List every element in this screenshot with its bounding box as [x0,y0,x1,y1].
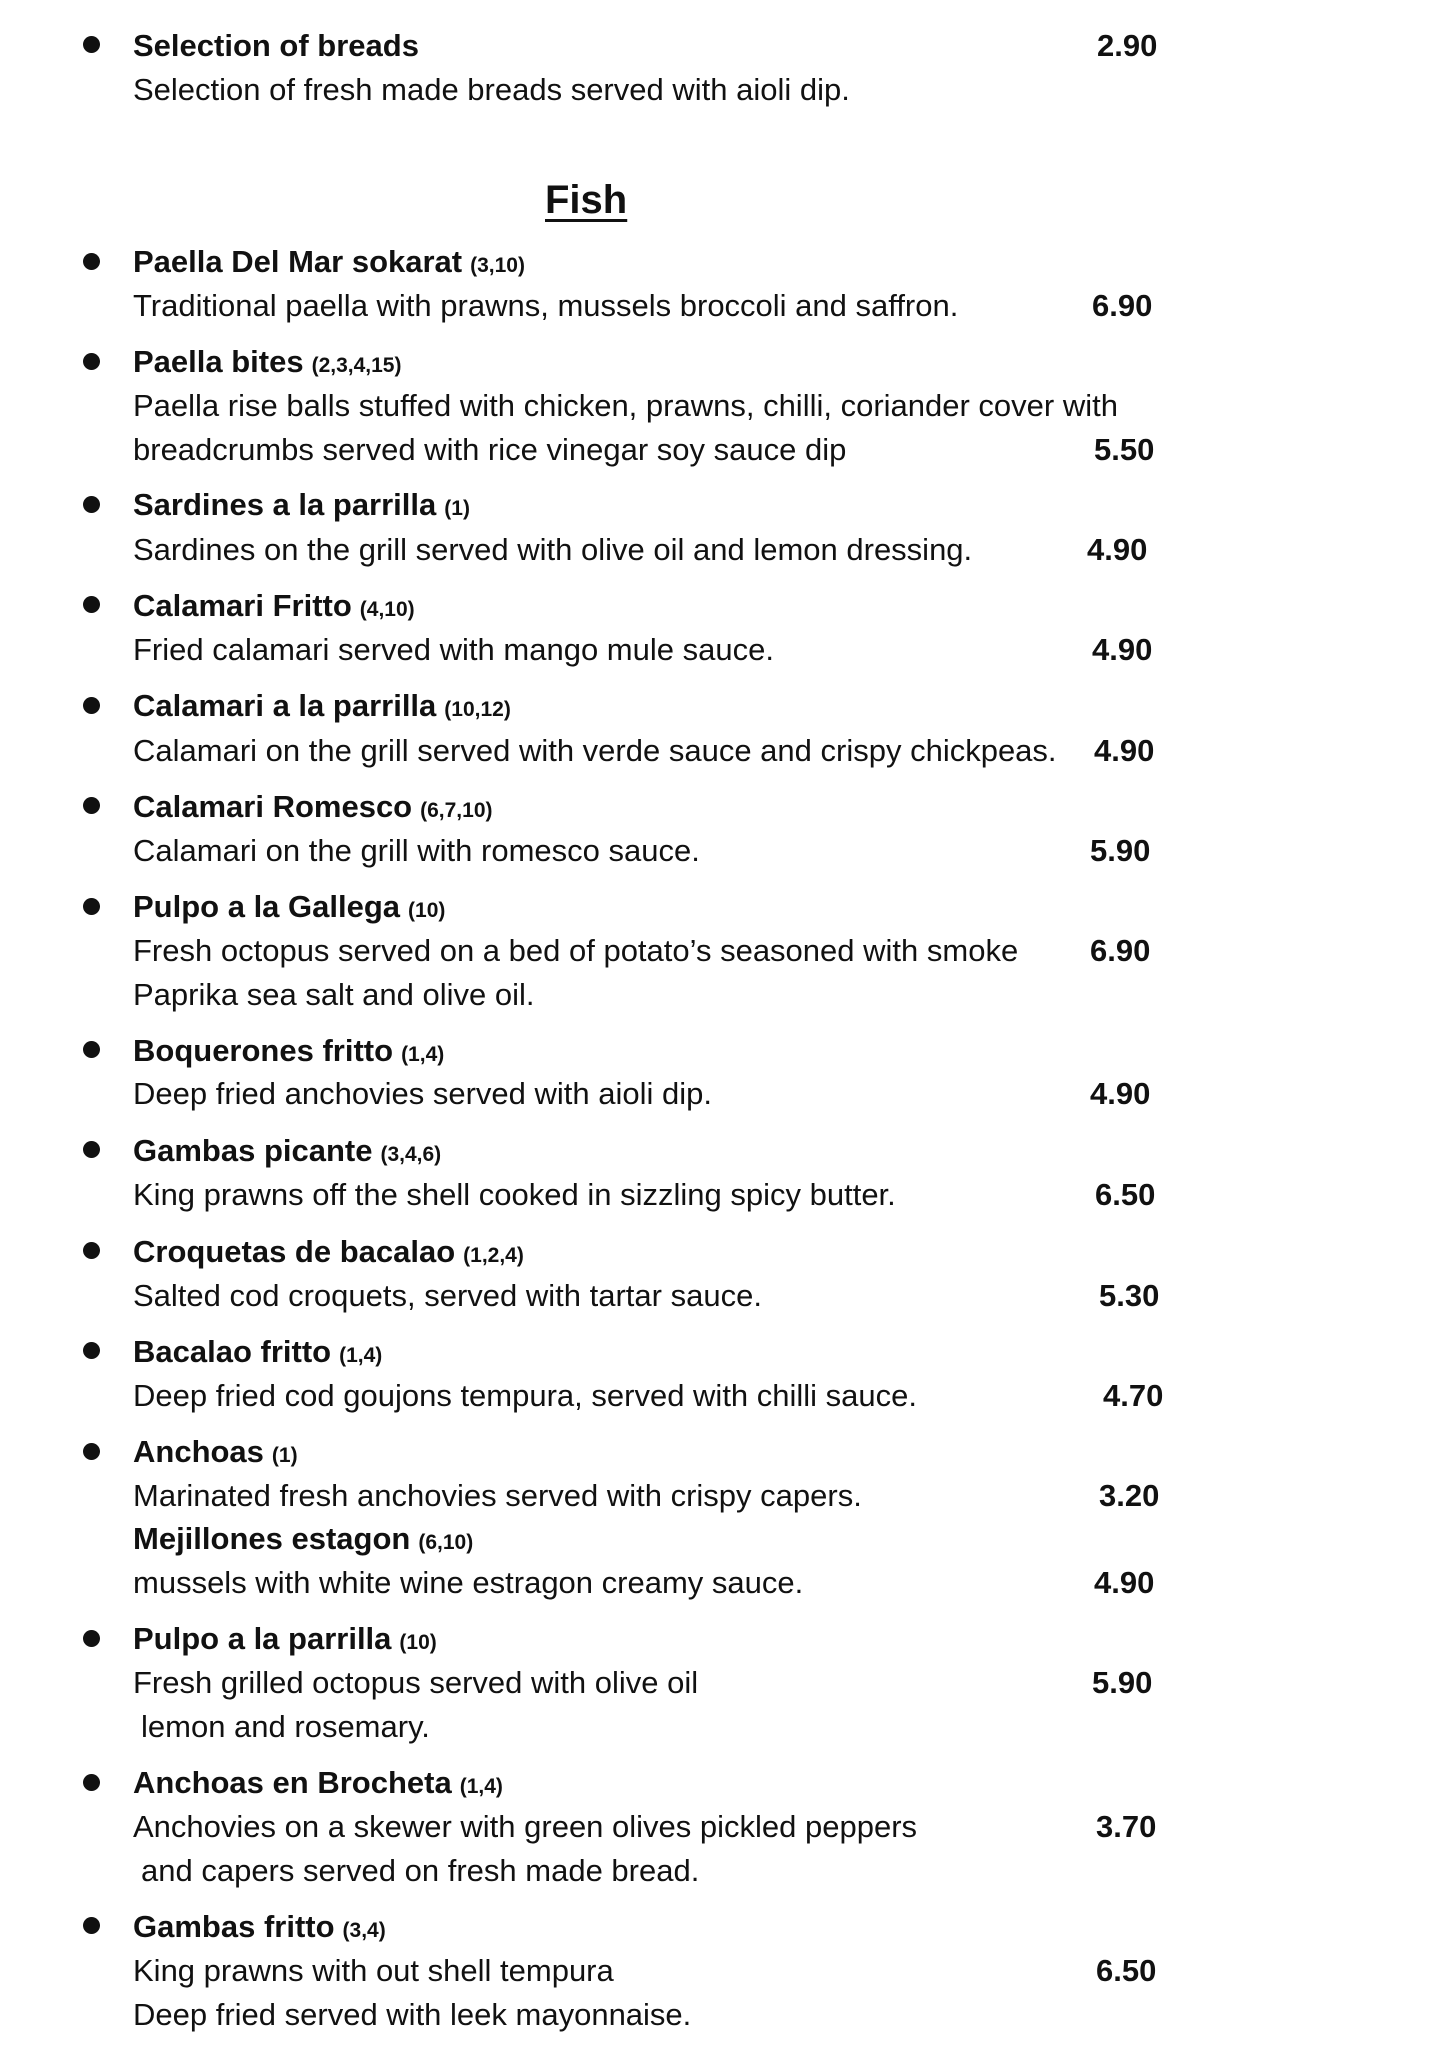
item-name [133,588,415,628]
item-description-line2: lemon and rosemary. [141,1709,430,1744]
item-name-text: Anchoas en Brocheta [133,1765,452,1800]
item-description: Fried calamari served with mango mule sauce. [133,632,774,667]
item-price: 5.90 [1090,833,1151,868]
item-description: King prawns with out shell tempura [133,1953,614,1988]
bullet [83,253,100,270]
allergen-codes: (1) [271,1444,298,1467]
item-description: Calamari on the grill served with verde sauce and crispy chickpeas. [133,733,1057,768]
item-name-text: Bacalao fritto [133,1334,332,1369]
allergen-codes: (6,10) [418,1531,474,1554]
item-name-text: Pulpo a la parrilla [133,1621,392,1656]
item-price: 4.90 [1094,1565,1155,1600]
item-name [133,344,401,384]
item-description: Anchovies on a skewer with green olives pickled peppers [133,1809,918,1844]
allergen-codes: (1,4) [339,1344,383,1367]
bullet [83,353,100,370]
item-name [133,688,511,728]
bullet [83,1630,100,1647]
allergen-codes: (10) [408,899,446,922]
item-price: 5.90 [1092,1665,1153,1700]
item-price: 4.70 [1103,1378,1164,1413]
item-name [133,1521,473,1561]
item-description-line2: and capers served on fresh made bread. [141,1853,700,1888]
bullet [83,797,100,814]
item-name-text: Anchoas [133,1434,264,1469]
item-description: Deep fried cod goujons tempura, served with chilli sauce. [133,1378,918,1413]
item-price: 4.90 [1090,1076,1151,1111]
item-description-line2: breadcrumbs served with rice vinegar soy sauce dip [133,432,847,467]
item-name-text: Calamari Romesco [133,789,413,824]
item-name-text: Gambas fritto [133,1909,335,1944]
allergen-codes: (3,10) [470,254,525,277]
item-name-text: Paella bites [133,344,304,379]
item-name-text: Paella Del Mar sokarat [133,244,463,279]
item-description: Traditional paella with prawns, mussels broccoli and saffron. [133,288,959,323]
allergen-codes: (4,10) [359,598,415,621]
allergen-codes: (1,2,4) [463,1244,524,1267]
item-price: 6.50 [1095,1177,1156,1212]
bullet [83,496,100,513]
item-name-text: Calamari a la parrilla [133,688,437,723]
item-price: 5.50 [1094,432,1155,467]
item-name [133,487,470,527]
item-name-text: Croquetas de bacalao [133,1234,456,1269]
allergen-codes: (10) [399,1631,437,1654]
bullet [83,1242,100,1259]
item-price: 6.90 [1090,933,1151,968]
section-title: Fish [545,178,628,222]
item-description-line2: Deep fried served with leek mayonnaise. [133,1997,692,2032]
item-description: Calamari on the grill with romesco sauce. [133,833,700,868]
item-name [133,1133,441,1173]
item-name: Selection of breads [133,28,419,63]
item-description: Salted cod croquets, served with tartar sauce. [133,1278,762,1313]
allergen-codes: (10,12) [444,698,511,721]
item-name [133,1334,382,1374]
item-name [133,244,525,284]
item-name [133,1909,386,1949]
item-description: mussels with white wine estragon creamy sauce. [133,1565,804,1600]
item-name-text: Mejillones estagon [133,1521,411,1556]
item-description: King prawns off the shell cooked in sizzling spicy butter. [133,1177,896,1212]
bullet [83,1774,100,1791]
item-description: Fresh octopus served on a bed of potato’s seasoned with smoke [133,933,1019,968]
allergen-codes: (1,4) [401,1043,445,1066]
item-name-text: Pulpo a la Gallega [133,889,401,924]
allergen-codes: (3,4) [342,1919,386,1942]
bullet [83,596,100,613]
item-price: 3.70 [1096,1809,1157,1844]
item-price: 4.90 [1094,733,1155,768]
item-name-text: Boquerones fritto [133,1033,394,1068]
item-description: Paella rise balls stuffed with chicken, prawns, chilli, coriander cover with [133,388,1118,423]
allergen-codes: (2,3,4,15) [311,354,402,377]
item-description-line2: Paprika sea salt and olive oil. [133,977,535,1012]
allergen-codes: (3,4,6) [380,1143,442,1166]
item-price: 4.90 [1087,532,1148,567]
bullet [83,1141,100,1158]
item-description: Marinated fresh anchovies served with crispy capers. [133,1478,862,1513]
allergen-codes: (1,4) [459,1775,503,1798]
item-description: Fresh grilled octopus served with olive oil [133,1665,699,1700]
item-description: Sardines on the grill served with olive oil and lemon dressing. [133,532,973,567]
bullet [83,36,100,53]
item-name [133,1033,444,1073]
item-description: Selection of fresh made breads served with aioli dip. [133,72,850,107]
bullet [83,697,100,714]
item-price: 3.20 [1099,1478,1160,1513]
item-name-text: Gambas picante [133,1133,373,1168]
item-name [133,1765,503,1805]
bullet [83,898,100,915]
bullet [83,1443,100,1460]
item-price: 4.90 [1092,632,1153,667]
bullet [83,1041,100,1058]
item-name [133,1434,298,1474]
bullet [83,1917,100,1934]
item-price: 2.90 [1097,28,1158,63]
item-price: 6.90 [1092,288,1153,323]
allergen-codes: (6,7,10) [420,799,493,822]
item-name [133,889,445,929]
item-price: 5.30 [1099,1278,1160,1313]
item-name-text: Sardines a la parrilla [133,487,437,522]
item-name-text: Calamari Fritto [133,588,352,623]
item-price: 6.50 [1096,1953,1157,1988]
item-description: Deep fried anchovies served with aioli dip. [133,1076,712,1111]
item-name [133,1234,524,1274]
allergen-codes: (1) [444,497,470,520]
bullet [83,1342,100,1359]
item-name [133,1621,437,1661]
item-name [133,789,493,829]
